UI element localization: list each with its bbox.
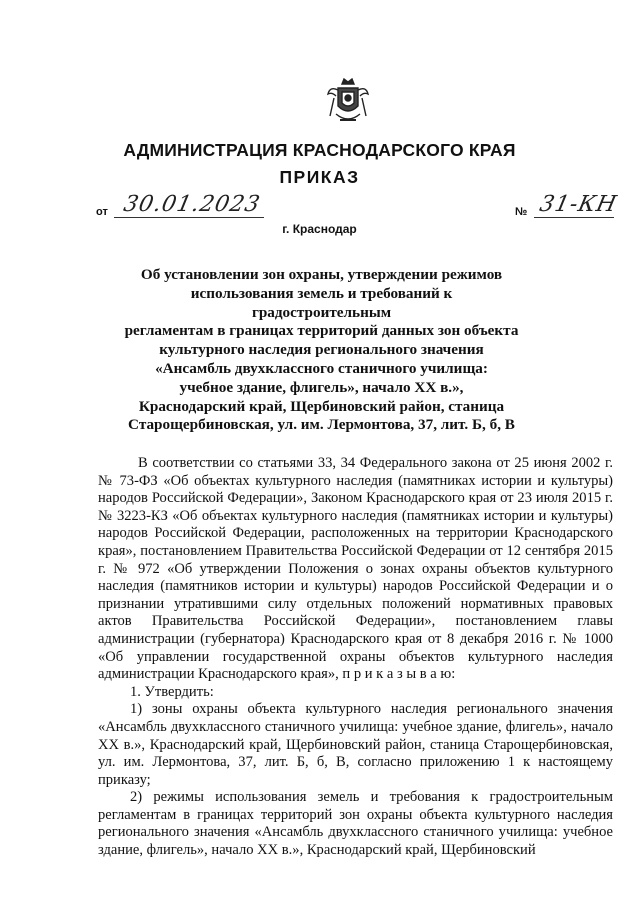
title-line: Краснодарский край, Щербиновский район, станица xyxy=(138,397,505,415)
title-line: использования земель и требований к градостроительным xyxy=(190,284,453,321)
number-label: № xyxy=(515,206,528,218)
handwritten-date: 30.01.2023 xyxy=(121,192,263,217)
order-subitem-1: 1) зоны охраны объекта культурного наследия регионального значения «Ансамбль двухклассного станичного училища: учебное здание, флигель», начало XX в.», Краснодарский край, Щербиновский район, станица Старощербиновская, ул. им. Лермонтова, 37, лит. Б, б, В, согласно приложению 1 к настоящему приказу; xyxy=(98,701,613,788)
title-line: «Ансамбль двухклассного станичного училища: xyxy=(155,359,488,377)
order-subitem-2: 2) режимы использования земель и требования к градостроительным регламентам в границах территорий зон охраны объекта культурного наследия регионального значения «Ансамбль двухклассного станичного училища: учебное здание, флигель», начало XX в.», Краснодарский край, Щербиновский xyxy=(98,789,613,859)
preamble-paragraph: В соответствии со статьями 33, 34 Федерального закона от 25 июня 2002 г. № 73-ФЗ «Об объектах культурного наследия (памятниках истории и культуры) народов Российской Федерации», Законом Краснодарского края от 23 июля 2015 г. № 3223-КЗ «Об объектах культурного наследия (памятниках истории и культуры) народов Российской Федерации, расположенных на территории Краснодарского края», постановлением Правительства Российской Федерации от 12 сентября 2015 г. № 972 «Об утверждении Положения о зонах охраны объектов культурного наследия (памятников истории и культуры) народов Российской Федерации и о признании утратившими силу отдельных положений нормативных правовых актов Правительства Российской Федерации», постановлением главы администрации (губернатора) Краснодарского края от 8 декабря 2016 г. № 1000 «Об управлении государственной охраны объектов культурного наследия администрации Краснодарского края», п р и к а з ы в а ю: xyxy=(98,455,613,683)
handwritten-number: 31-КН xyxy=(537,192,620,217)
order-item-1: 1. Утвердить: xyxy=(130,683,214,700)
issuing-authority: АДМИНИСТРАЦИЯ КРАСНОДАРСКОГО КРАЯ xyxy=(123,140,516,160)
date-label: от xyxy=(96,206,108,218)
coat-of-arms-icon xyxy=(326,76,370,126)
document-body xyxy=(98,455,613,860)
number-underline xyxy=(534,217,614,218)
city: г. Краснодар xyxy=(282,222,357,236)
document-type: ПРИКАЗ xyxy=(279,167,360,187)
document-title xyxy=(120,266,523,435)
title-line: Старощербиновская, ул. им. Лермонтова, 37, лит. Б, б, В xyxy=(128,416,515,434)
title-line: Об установлении зон охраны, утверждении режимов xyxy=(140,266,503,283)
title-line: учебное здание, флигель», начало XX в.», xyxy=(179,378,464,396)
title-line: регламентам в границах территорий данных зон объекта xyxy=(124,322,519,340)
title-line: культурного наследия регионального значения xyxy=(159,341,484,359)
date-underline xyxy=(114,217,264,218)
